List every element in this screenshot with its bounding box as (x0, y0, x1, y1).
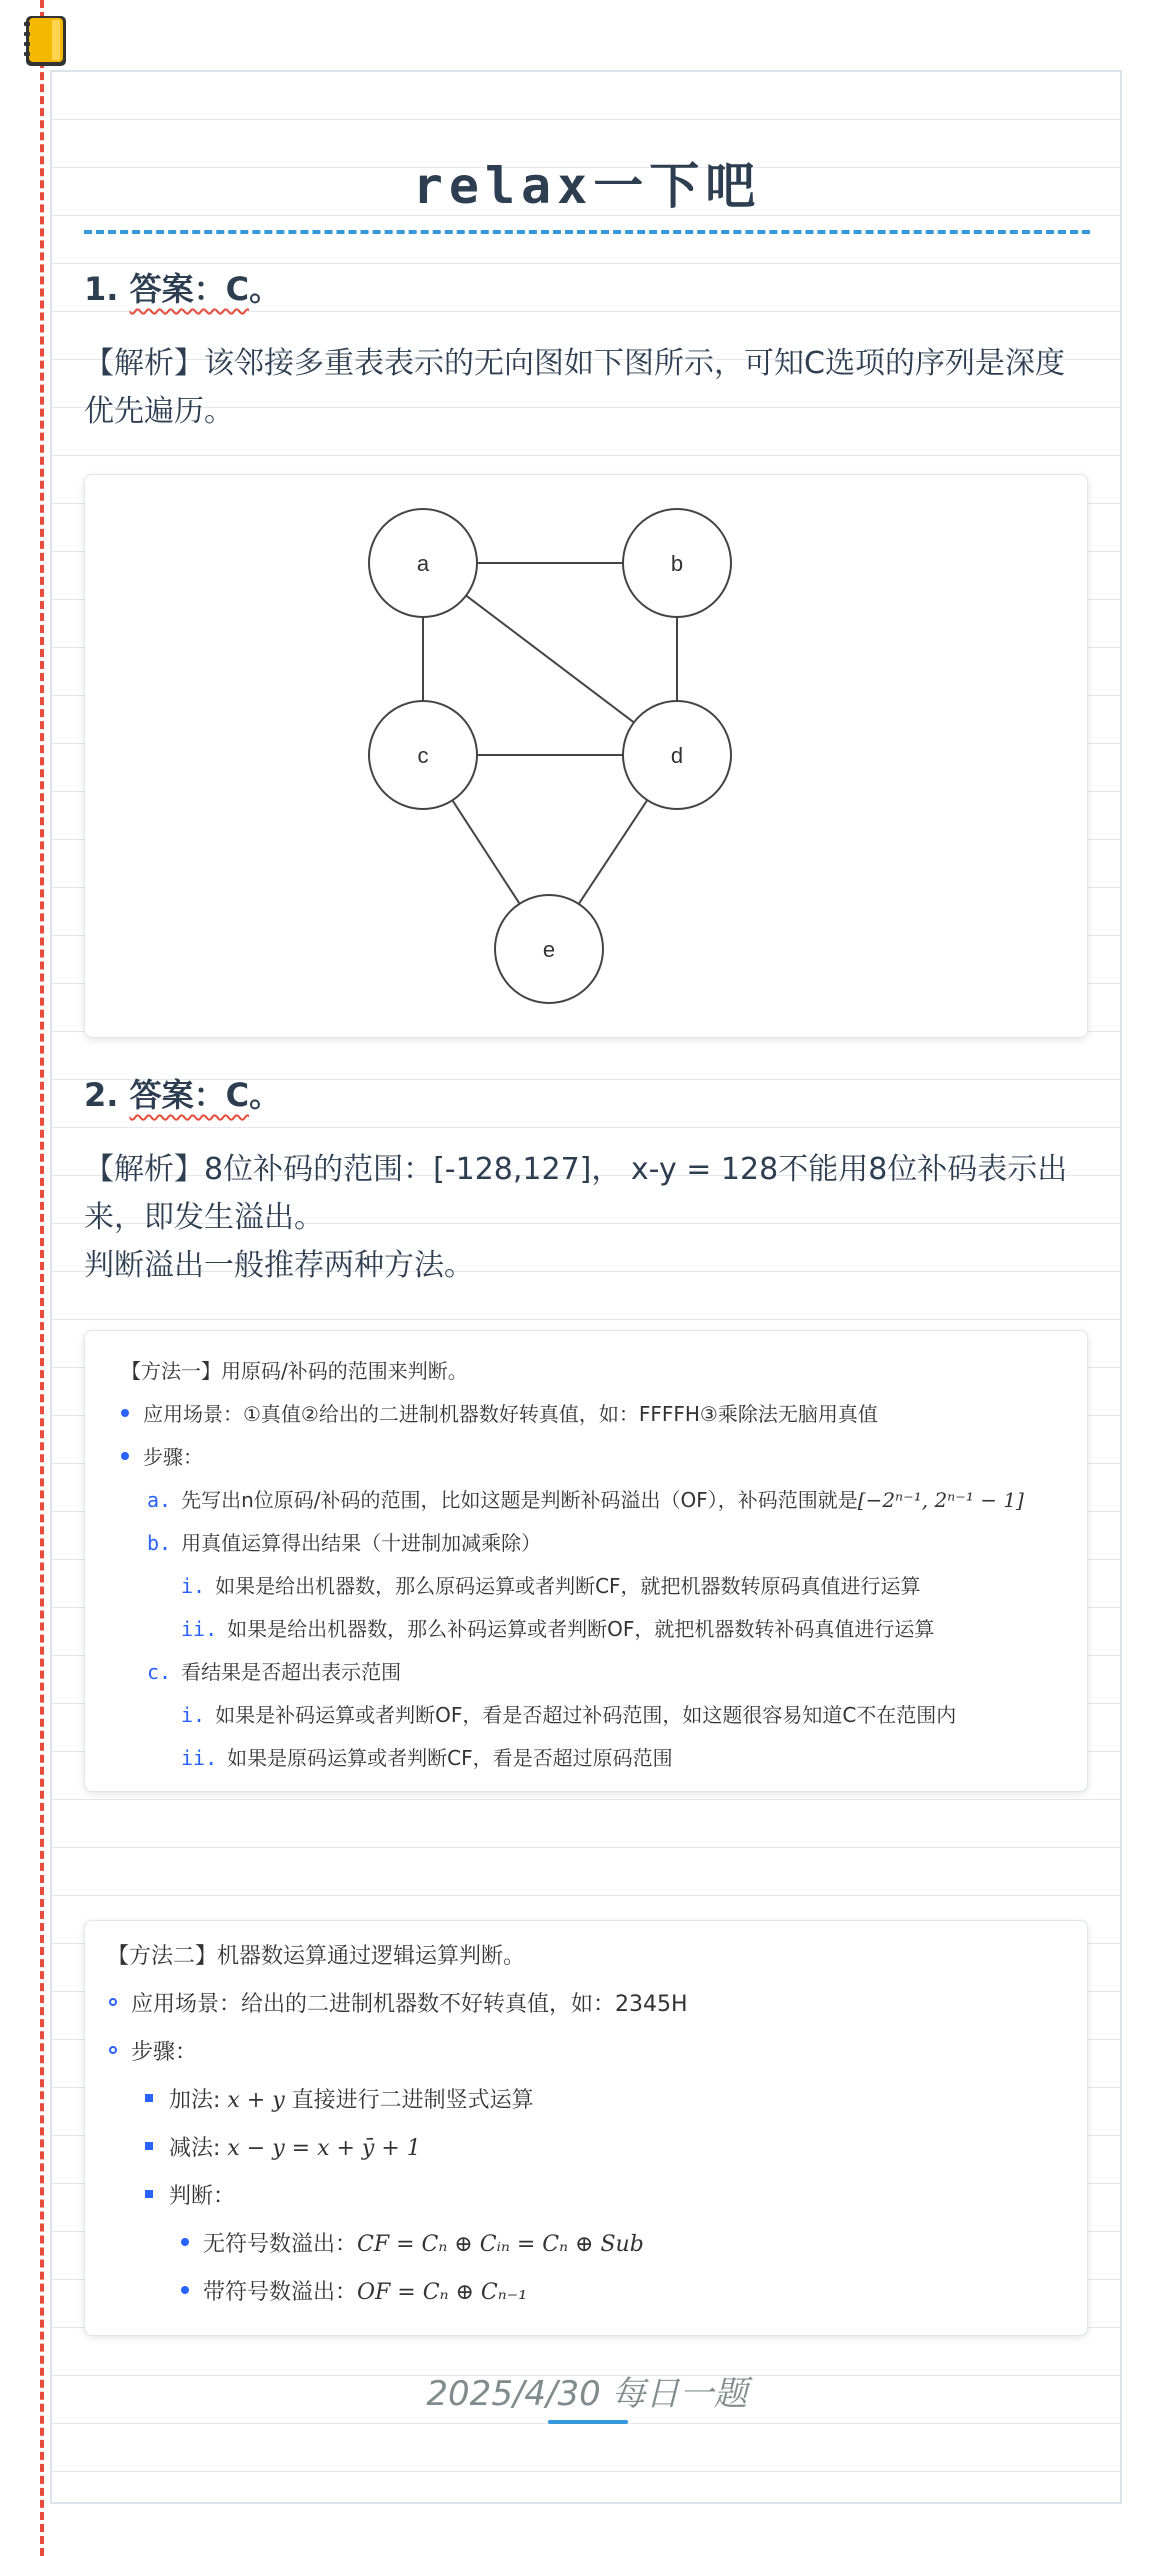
step-c-i-text: 如果是补码运算或者判断OF，看是否超过补码范围，如这题很容易知道C不在范围内 (215, 1703, 957, 1727)
bullet-circle-icon (109, 1998, 117, 2006)
method2-title: 【方法二】机器数运算通过逻辑运算判断。 (107, 1944, 526, 1969)
method1-step-c (147, 1656, 401, 1685)
method1-steps (121, 1441, 203, 1470)
method1-step-b-i (181, 1570, 921, 1599)
q2-analysis-methods: 判断溢出一般推荐两种方法。 (84, 1248, 474, 1283)
step-b-marker: b. (147, 1531, 172, 1555)
step-c-ii-marker: ii. (181, 1746, 218, 1770)
method1-step-a (147, 1484, 1024, 1513)
step-b-ii-marker: ii. (181, 1617, 218, 1641)
method2-add (145, 2083, 534, 2114)
step-a-formula: [−2ⁿ⁻¹, 2ⁿ⁻¹ − 1] (857, 1488, 1024, 1512)
bullet-dot-icon (181, 2238, 189, 2246)
margin-line (40, 0, 44, 2556)
graph-node-b (623, 509, 731, 617)
graph-node-d (623, 701, 731, 809)
q1-number: 1. (84, 270, 119, 308)
method1-step-b (147, 1527, 541, 1556)
method1-step-c-i (181, 1699, 956, 1728)
step-b-i-marker: i. (181, 1574, 206, 1598)
graph-node-label: e (542, 937, 556, 962)
method2-sub (145, 2131, 421, 2162)
q1-period: 。 (249, 270, 282, 308)
graph-node-label: c (417, 743, 429, 768)
step-c-text: 看结果是否超出表示范围 (181, 1660, 402, 1684)
step-b-ii-text: 如果是给出机器数，那么补码运算或者判断OF，就把机器数转补码真值进行运算 (227, 1617, 935, 1641)
graph-node-label: a (416, 551, 430, 576)
method2-steps (109, 2035, 197, 2066)
graph-node-label: b (670, 551, 684, 576)
graph-node-a (369, 509, 477, 617)
method2-signed (181, 2275, 527, 2306)
graph-diagram (85, 475, 1089, 1039)
graph-edge-a-d (466, 596, 634, 723)
method1-steps-label: 步骤： (143, 1445, 203, 1469)
method2-scene-text: 应用场景：给出的二进制机器数不好转真值，如：2345H (131, 1992, 688, 2017)
add-suffix: 直接进行二进制竖式运算 (284, 2088, 534, 2113)
sub-label: 减法: (169, 2136, 228, 2161)
graph-edge-d-e (579, 800, 648, 904)
q1-heading (84, 264, 281, 310)
signed-label: 带符号数溢出： (203, 2280, 358, 2305)
page-title: relax一下吧 (412, 157, 762, 215)
q1-answer: 答案：C (129, 270, 250, 308)
step-b-text: 用真值运算得出结果（十进制加减乘除） (181, 1531, 542, 1555)
method2-scene (109, 1987, 688, 2018)
bullet-square-icon (145, 2142, 153, 2150)
q2-period: 。 (249, 1076, 282, 1114)
graph-edge-c-e (452, 800, 519, 903)
method2-unsigned (181, 2227, 644, 2258)
bullet-circle-icon (109, 2046, 117, 2054)
graph-card (84, 474, 1088, 1038)
method2-steps-label: 步骤： (131, 2040, 198, 2065)
judge-label: 判断： (169, 2184, 236, 2209)
q1-analysis: 【解析】该邻接多重表表示的无向图如下图所示，可知C选项的序列是深度优先遍历。 (84, 346, 1065, 429)
unsigned-label: 无符号数溢出： (203, 2232, 358, 2257)
add-label: 加法: (169, 2088, 228, 2113)
method1-card (84, 1330, 1088, 1792)
notebook-icon (22, 12, 72, 70)
q2-number: 2. (84, 1076, 119, 1114)
step-a-text: 先写出n位原码/补码的范围，比如这题是判断补码溢出（OF），补码范围就是 (181, 1488, 858, 1512)
method1-step-b-ii (181, 1613, 934, 1642)
unsigned-formula: CF = Cₙ ⊕ Cᵢₙ = Cₙ ⊕ Sub (357, 2232, 644, 2257)
bullet-dot-icon (121, 1452, 129, 1460)
method1-title: 【方法一】用原码/补码的范围来判断。 (121, 1359, 468, 1383)
method1-scene-text: 应用场景：①真值②给出的二进制机器数好转真值，如：FFFFH③乘除法无脑用真值 (143, 1402, 878, 1426)
graph-node-c (369, 701, 477, 809)
bullet-square-icon (145, 2094, 153, 2102)
method1-step-c-ii (181, 1742, 673, 1771)
graph-node-label: d (670, 743, 684, 768)
signed-formula: OF = Cₙ ⊕ Cₙ₋₁ (357, 2280, 528, 2305)
title-divider (84, 230, 1090, 234)
step-c-i-marker: i. (181, 1703, 206, 1727)
q2-heading (84, 1070, 281, 1116)
method2-judge (145, 2179, 235, 2210)
bullet-square-icon (145, 2190, 153, 2198)
sub-formula: x − y = x + ȳ + 1 (227, 2136, 421, 2161)
bullet-dot-icon (181, 2286, 189, 2294)
step-c-ii-text: 如果是原码运算或者判断CF，看是否超过原码范围 (227, 1746, 673, 1770)
footer-underline (548, 2420, 628, 2424)
add-formula: x + y (227, 2088, 285, 2113)
bullet-dot-icon (121, 1409, 129, 1417)
step-c-marker: c. (147, 1660, 172, 1684)
method2-card (84, 1920, 1088, 2336)
graph-node-e (495, 895, 603, 1003)
method1-scene (121, 1398, 878, 1427)
q2-analysis: 【解析】8位补码的范围：[-128,127]， x-y = 128不能用8位补码表示出来，即发生溢出。 (84, 1152, 1068, 1235)
footer-date: 2025/4/30 每日一题 (426, 2374, 748, 2414)
step-b-i-text: 如果是给出机器数，那么原码运算或者判断CF，就把机器数转原码真值进行运算 (215, 1574, 921, 1598)
step-a-marker: a. (147, 1488, 172, 1512)
q2-answer: 答案：C (129, 1076, 250, 1114)
